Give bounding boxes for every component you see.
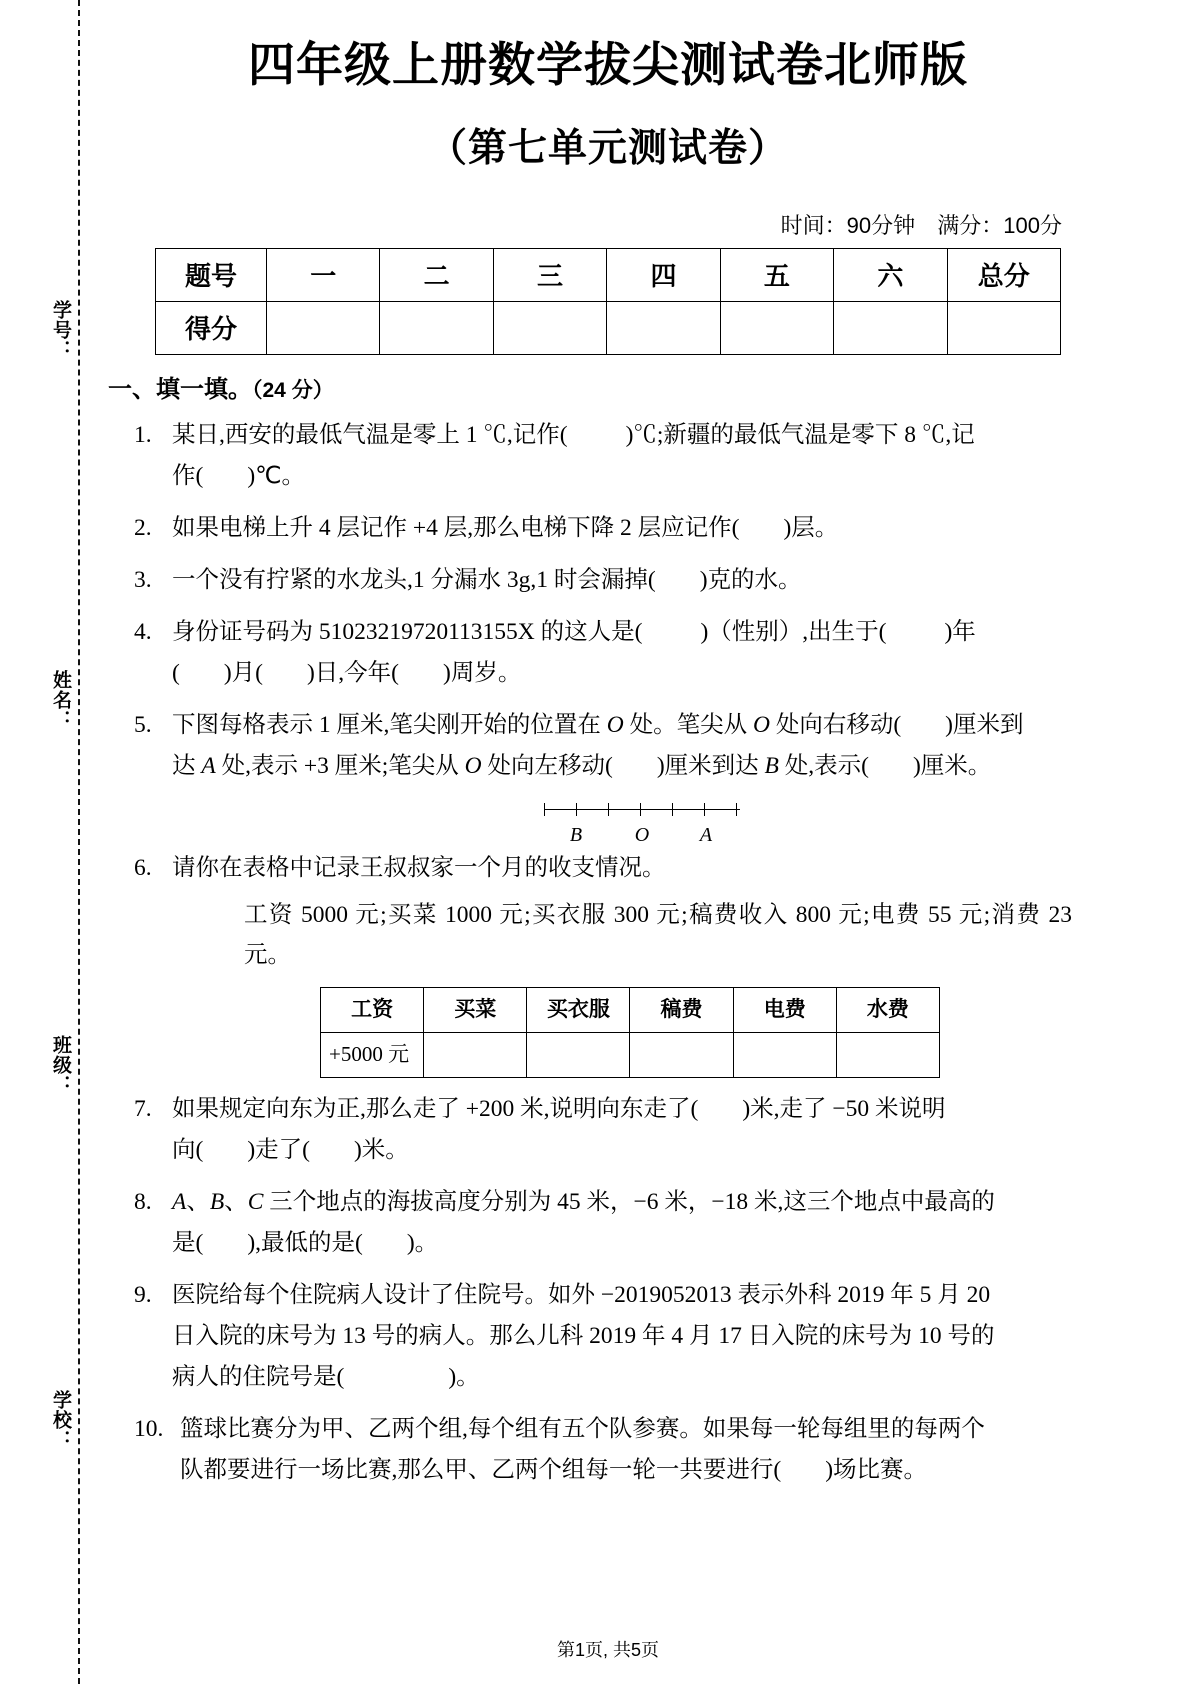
question-8-line2-c: )。 (406, 1229, 439, 1256)
section-points: （24 分） (252, 378, 334, 402)
question-4-number: 4. (134, 618, 152, 645)
question-5 (134, 705, 1072, 846)
question-8-number: 8. (134, 1188, 152, 1215)
question-3-text-a: 一个没有拧紧的水龙头,1 分漏水 3g,1 时会漏掉( (172, 566, 656, 593)
score-table-value-row (156, 301, 1061, 354)
question-7 (134, 1089, 1072, 1171)
question-4-line2-c: )日,今年( (306, 659, 400, 686)
question-10-line2-a: 队都要进行一场比赛,那么甲、乙两个组每一轮一共要进行( (180, 1456, 782, 1483)
question-4-line2-a: ( (172, 659, 180, 686)
question-8-point-a: A (172, 1188, 187, 1215)
question-8-line2-b: ),最低的是( (247, 1229, 363, 1256)
question-10-line1-a: 篮球比赛分为甲、乙两个组,每个组有五个队参赛。如果每一轮每组里的每两个 (180, 1415, 985, 1442)
score-table (155, 248, 1061, 355)
question-5-line1-c: 处向右移动( (769, 711, 902, 738)
question-4-line1-c: )年 (944, 618, 976, 645)
question-5-line1-d: )厘米到 (945, 711, 1024, 738)
exam-full-score: 满分：100分 (937, 212, 1062, 238)
number-line-tick (544, 803, 545, 816)
score-col-1: 一 (267, 248, 380, 301)
question-9-line3-a: 病人的住院号是( (172, 1363, 345, 1390)
question-7-number: 7. (134, 1095, 152, 1122)
question-7-line2-b: )走了( (247, 1136, 310, 1163)
income-expense-cell-electric[interactable] (733, 1032, 836, 1077)
section-heading-text: 一、填一填。 (108, 375, 252, 403)
score-cell-5[interactable] (720, 301, 833, 354)
side-label-school: 学校： (50, 1390, 71, 1450)
question-5-line2-a: 达 (172, 752, 202, 779)
question-8-sep-1: 、 (186, 1188, 210, 1215)
income-expense-header-water: 水费 (836, 987, 939, 1032)
income-expense-header-electric: 电费 (733, 987, 836, 1032)
question-10 (134, 1409, 1072, 1491)
number-line-label-b: B (569, 823, 583, 846)
income-expense-cell-clothes[interactable] (527, 1032, 630, 1077)
question-1-line1-b: )℃;新疆的最低气温是零下 8 ℃,记 (625, 421, 975, 448)
question-4-line1-a: 身份证号码为 51023219720113155X 的这人是( (172, 618, 643, 645)
question-5-line1-b: 处。笔尖从 (623, 711, 753, 738)
question-8-point-b: B (209, 1188, 225, 1215)
question-10-number: 10. (134, 1415, 164, 1442)
question-5-line2 (172, 746, 1072, 787)
question-8-line2-a: 是( (172, 1229, 204, 1256)
question-1-line2 (172, 456, 1072, 497)
question-9-line3-b: )。 (448, 1363, 480, 1390)
score-cell-6[interactable] (834, 301, 947, 354)
question-5-point-o-1: O (606, 711, 624, 738)
question-1-line2-b: )℃。 (247, 462, 306, 489)
question-1-line1-a: 某日,西安的最低气温是零上 1 ℃,记作( (172, 421, 568, 448)
question-5-line1-a: 下图每格表示 1 厘米,笔尖刚开始的位置在 (172, 711, 607, 738)
side-label-student-id: 学号： (50, 300, 71, 360)
question-2-text-a: 如果电梯上升 4 层记作 +4 层,那么电梯下降 2 层应记作( (172, 514, 740, 541)
question-4 (134, 612, 1072, 694)
question-9-number: 9. (134, 1281, 152, 1308)
question-7-line2-a: 向( (172, 1136, 204, 1163)
score-col-total: 总分 (947, 248, 1060, 301)
question-6-text: 请你在表格中记录王叔叔家一个月的收支情况。 (172, 854, 666, 881)
score-col-4: 四 (607, 248, 720, 301)
score-col-2: 二 (380, 248, 493, 301)
income-expense-header-royalty: 稿费 (630, 987, 733, 1032)
question-7-line1-b: )米,走了 −50 米说明 (742, 1095, 946, 1122)
question-7-line2-c: )米。 (353, 1136, 409, 1163)
question-5-line2-d: )厘米到达 (656, 752, 765, 779)
income-expense-value-row (321, 1032, 940, 1077)
question-6-note: 工资 5000 元;买菜 1000 元;买衣服 300 元;稿费收入 800 元;电费 55 元;消费 23 元。 (244, 901, 1072, 968)
score-col-3: 三 (493, 248, 606, 301)
number-line-tick (736, 803, 737, 816)
score-cell-1[interactable] (267, 301, 380, 354)
question-8-sep-2: 、 (224, 1188, 248, 1215)
question-3 (134, 560, 1072, 601)
side-label-column (28, 0, 74, 1684)
question-5-point-o-2: O (752, 711, 770, 738)
number-line-label-o: O (634, 823, 650, 846)
income-expense-header-row (321, 987, 940, 1032)
question-8-line1-a: 三个地点的海拔高度分别为 45 米，−6 米，−18 米,这三个地点中最高的 (263, 1188, 995, 1215)
question-6-table-wrap (172, 987, 1072, 1078)
question-8-line2 (172, 1223, 1072, 1264)
score-cell-2[interactable] (380, 301, 493, 354)
score-table-row-label-score: 得分 (156, 301, 267, 354)
question-4-line1-b: )（性别）,出生于( (700, 618, 887, 645)
score-table-header-row (156, 248, 1061, 301)
exam-duration: 时间：90分钟 (780, 212, 916, 238)
score-col-6: 六 (834, 248, 947, 301)
question-4-line2-b: )月( (223, 659, 263, 686)
binding-dashed-line (78, 0, 80, 1684)
question-2-number: 2. (134, 514, 152, 541)
income-expense-cell-grocery[interactable] (424, 1032, 527, 1077)
question-5-line2-b: 处,表示 +3 厘米;笔尖从 (215, 752, 465, 779)
score-cell-total[interactable] (947, 301, 1060, 354)
question-5-line2-c: 处向左移动( (481, 752, 613, 779)
income-expense-table (320, 987, 940, 1078)
question-3-number: 3. (134, 566, 152, 593)
score-table-row-label-number: 题号 (156, 248, 267, 301)
question-3-text-b: )克的水。 (699, 566, 802, 593)
section-heading (108, 369, 1108, 404)
number-line-axis (544, 809, 740, 810)
question-2-text-b: )层。 (783, 514, 839, 541)
question-10-line2 (180, 1450, 1072, 1491)
question-2 (134, 508, 1072, 549)
number-line-label-a: A (699, 823, 713, 846)
question-5-point-a: A (201, 752, 216, 779)
question-1-number: 1. (134, 421, 152, 448)
income-expense-header-salary: 工资 (321, 987, 424, 1032)
question-5-point-b: B (764, 752, 779, 779)
income-expense-cell-salary[interactable]: +5000 元 (321, 1032, 424, 1077)
question-9 (134, 1275, 1072, 1398)
question-4-line2-d: )周岁。 (443, 659, 522, 686)
question-6-number: 6. (134, 854, 152, 881)
question-5-point-o-3: O (464, 752, 482, 779)
question-7-line2 (172, 1130, 1072, 1171)
side-label-class: 班级： (50, 1035, 71, 1095)
exam-meta (108, 209, 1062, 240)
number-line-tick (672, 803, 673, 816)
question-1-line2-a: 作( (172, 462, 204, 489)
question-list (108, 415, 1108, 1491)
income-expense-header-clothes: 买衣服 (527, 987, 630, 1032)
side-label-name: 姓名： (50, 670, 71, 730)
question-4-line2 (172, 653, 1072, 694)
income-expense-cell-royalty[interactable] (630, 1032, 733, 1077)
page-footer: 第1页, 共5页 (556, 1640, 660, 1660)
page-title: 四年级上册数学拔尖测试卷北师版 (248, 38, 968, 91)
score-col-5: 五 (720, 248, 833, 301)
question-5-line2-e: 处,表示( (778, 752, 869, 779)
number-line-tick (608, 803, 609, 816)
exam-page (108, 0, 1108, 1684)
income-expense-header-grocery: 买菜 (424, 987, 527, 1032)
income-expense-cell-water[interactable] (836, 1032, 939, 1077)
question-6 (134, 848, 1072, 1078)
number-line-figure (544, 799, 740, 846)
question-7-line1-a: 如果规定向东为正,那么走了 +200 米,说明向东走了( (172, 1095, 699, 1122)
page-subtitle: （第七单元测试卷） (427, 126, 788, 170)
question-9-line3 (172, 1357, 1072, 1398)
score-cell-3[interactable] (493, 301, 606, 354)
question-9-line1-a: 医院给每个住院病人设计了住院号。如外 −2019052013 表示外科 2019 年 5 月 20 (172, 1281, 991, 1308)
question-8-point-c: C (247, 1188, 264, 1215)
question-5-line2-f: )厘米。 (912, 752, 992, 779)
score-cell-4[interactable] (607, 301, 720, 354)
question-8 (134, 1182, 1072, 1264)
question-9-line2: 日入院的床号为 13 号的病人。那么儿科 2019 年 4 月 17 日入院的床号为 10 号的 (172, 1322, 995, 1349)
question-1 (134, 415, 1072, 497)
question-5-number: 5. (134, 711, 152, 738)
question-5-figure-wrap (172, 791, 1072, 846)
question-10-line2-b: )场比赛。 (825, 1456, 928, 1483)
